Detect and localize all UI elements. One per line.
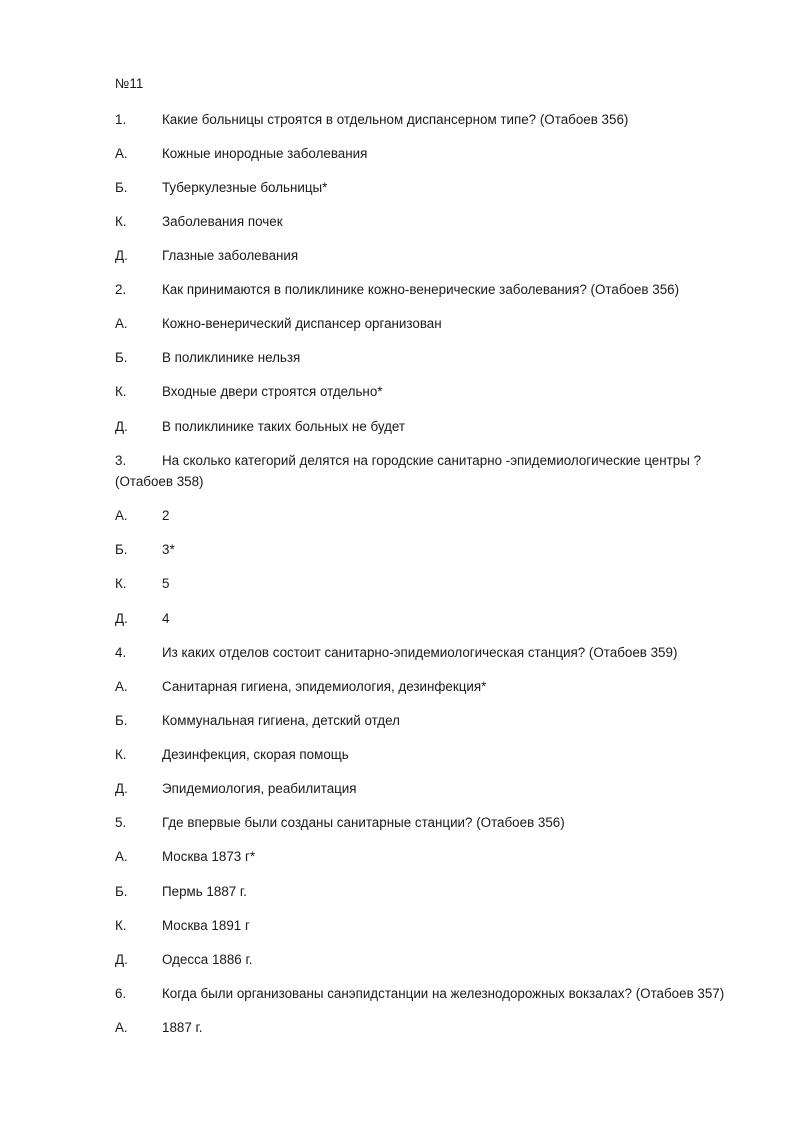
option-text: Москва 1873 г*: [162, 849, 256, 864]
question-number: 2.: [115, 282, 127, 297]
option-text: 4: [162, 611, 170, 626]
question-text: Какие больницы строятся в отдельном диспансерном типе? (Отабоев 356): [162, 112, 629, 127]
option-text: Туберкулезные больницы*: [162, 180, 328, 195]
option-text: Москва 1891 г: [162, 918, 250, 933]
option-text: Заболевания почек: [162, 214, 283, 229]
question-text: Из каких отделов состоит санитарно-эпидемиологическая станция? (Отабоев 359): [162, 645, 678, 660]
option-label: Б.: [115, 884, 128, 899]
option-label: Б.: [115, 350, 128, 365]
question-text: Когда были организованы санэпидстанции на железнодорожных вокзалах? (Отабоев 357): [162, 986, 725, 1001]
question-text: Как принимаются в поликлинике кожно-венерические заболевания? (Отабоев 356): [162, 282, 680, 297]
question-number: 5.: [115, 815, 127, 830]
option-text: Одесса 1886 г.: [162, 952, 253, 967]
option-text: Коммунальная гигиена, детский отдел: [162, 713, 400, 728]
option-label: А.: [115, 508, 128, 523]
option-text: Кожно-венерический диспансер организован: [162, 316, 442, 331]
option-label: А.: [115, 316, 128, 331]
question-text: Где впервые были созданы санитарные станции? (Отабоев 356): [162, 815, 565, 830]
document-title: №11: [115, 76, 144, 91]
option-label: Д.: [115, 248, 128, 263]
option-label: Д.: [115, 952, 128, 967]
option-label: Д.: [115, 419, 128, 434]
question-number: 1.: [115, 112, 127, 127]
option-label: А.: [115, 849, 128, 864]
option-text: Дезинфекция, скорая помощь: [162, 747, 349, 762]
option-label: Б.: [115, 713, 128, 728]
option-text: Эпидемиология, реабилитация: [162, 781, 357, 796]
option-text: Пермь 1887 г.: [162, 884, 247, 899]
option-text: Кожные инородные заболевания: [162, 146, 368, 161]
option-label: К.: [115, 747, 127, 762]
option-text: Глазные заболевания: [162, 248, 299, 263]
option-label: А.: [115, 679, 128, 694]
option-text: В поликлинике таких больных не будет: [162, 419, 406, 434]
question-source: (Отабоев 358): [115, 474, 204, 489]
option-label: К.: [115, 918, 127, 933]
option-label: К.: [115, 384, 127, 399]
option-text: Санитарная гигиена, эпидемиология, дезинфекция*: [162, 679, 487, 694]
question-text: На сколько категорий делятся на городские санитарно -эпидемиологические центры ?: [162, 453, 702, 468]
option-label: Д.: [115, 781, 128, 796]
option-label: А.: [115, 1020, 128, 1035]
option-label: К.: [115, 576, 127, 591]
option-text: 1887 г.: [162, 1020, 203, 1035]
option-label: Б.: [115, 180, 128, 195]
option-label: Д.: [115, 611, 128, 626]
question-number: 4.: [115, 645, 127, 660]
option-text: Входные двери строятся отдельно*: [162, 384, 383, 399]
option-text: 2: [162, 508, 170, 523]
option-label: Б.: [115, 542, 128, 557]
option-label: А.: [115, 146, 128, 161]
option-text: В поликлинике нельзя: [162, 350, 301, 365]
option-text: 5: [162, 576, 170, 591]
option-text: 3*: [162, 542, 175, 557]
option-label: К.: [115, 214, 127, 229]
question-number: 3.: [115, 453, 127, 468]
question-number: 6.: [115, 986, 127, 1001]
